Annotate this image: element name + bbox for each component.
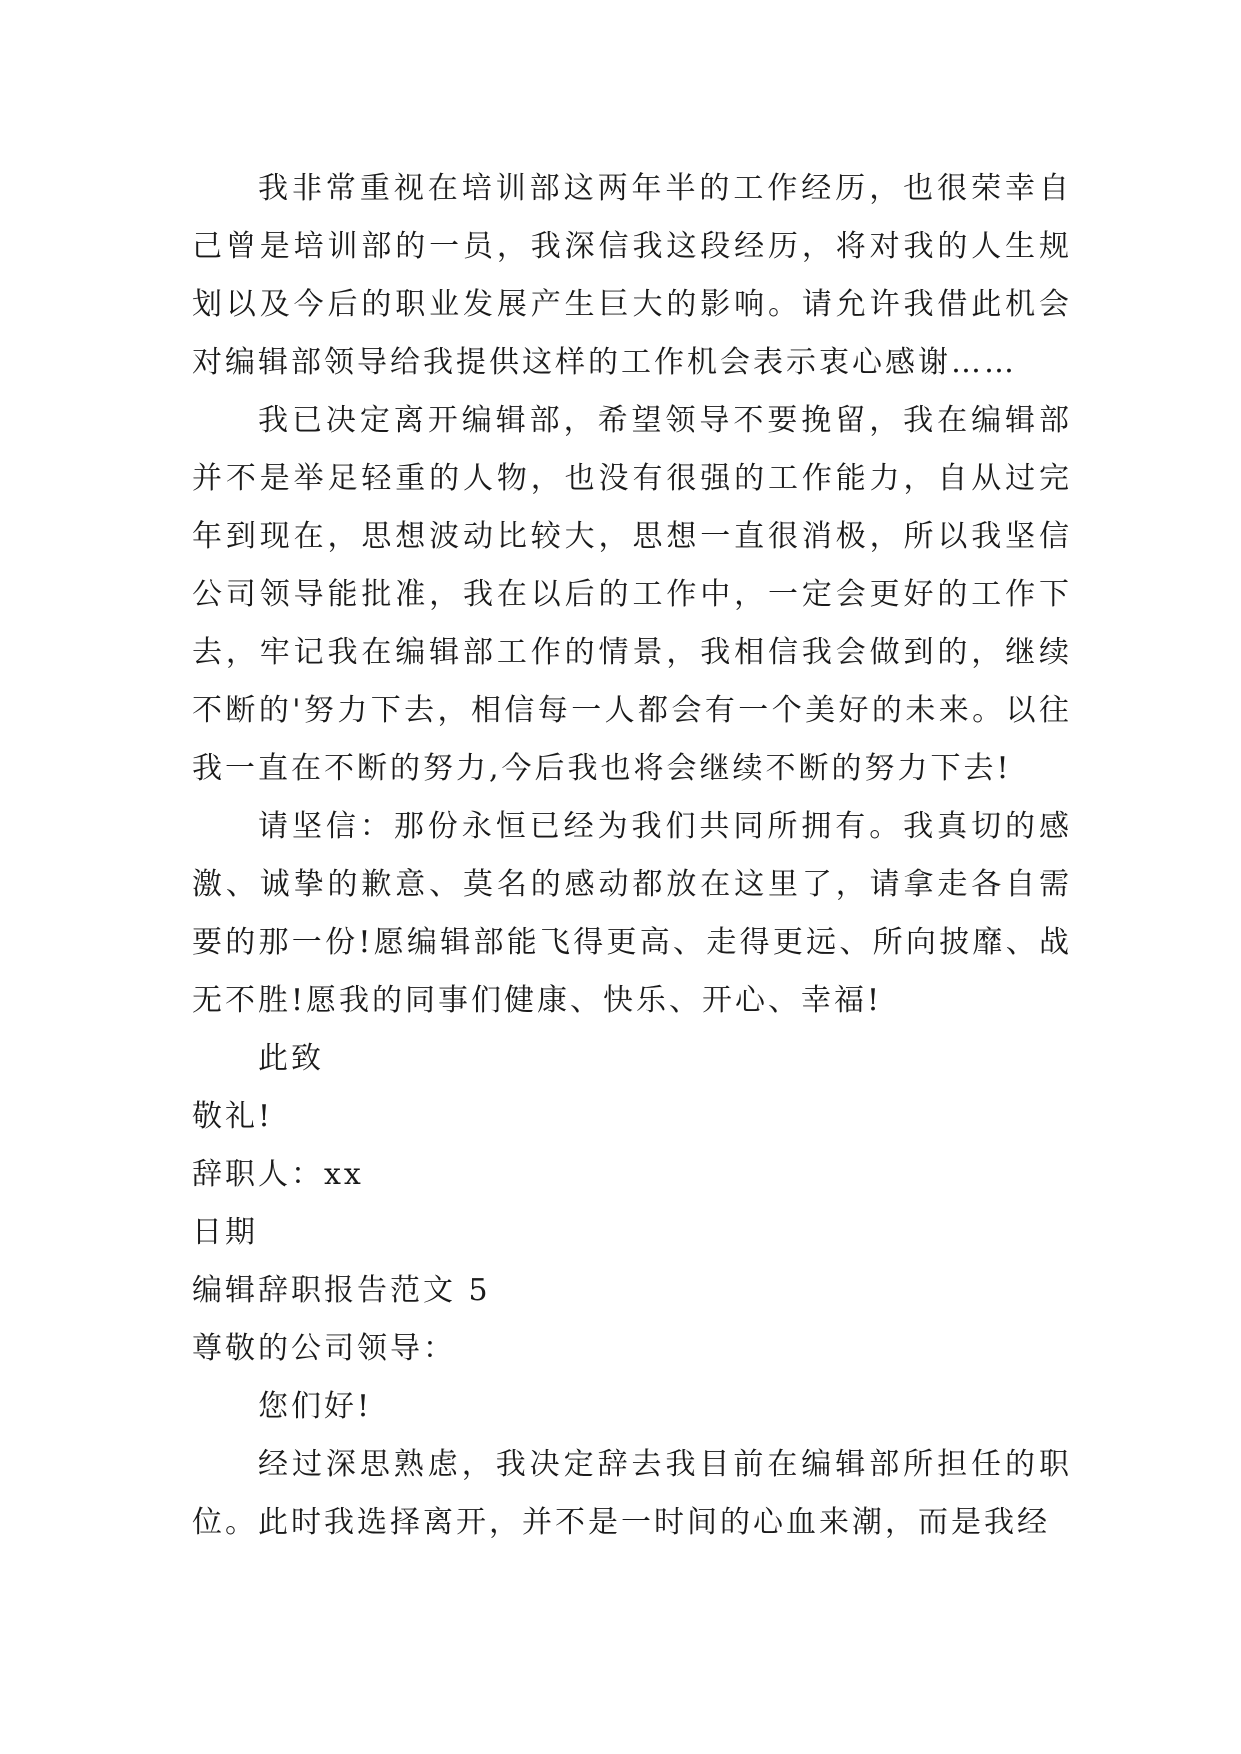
paragraph-resignation-start: 经过深思熟虑，我决定辞去我目前在编辑部所担任的职位。此时我选择离开，并不是一时间的心血来潮，而是我经 <box>192 1447 1072 1540</box>
signer-line: 辞职人：xx <box>192 1157 364 1192</box>
closing-text: 此致 <box>258 1041 324 1076</box>
salute-text: 敬礼! <box>192 1099 274 1134</box>
paragraph-decision: 我已决定离开编辑部，希望领导不要挽留，我在编辑部并不是举足轻重的人物，也没有很强的工作能力，自从过完年到现在，思想波动比较大，思想一直很消极，所以我坚信公司领导能批准，我在以后的工作中，一定会更好的工作下去，牢记我在编辑部工作的情景，我相信我会做到的，继续不断的'努力下去，相信每一人都会有一个美好的未来。以往我一直在不断的努力,今后我也将会继续不断的努力下去! <box>192 403 1072 786</box>
greeting-line: 您们好! <box>258 1389 373 1424</box>
paragraph-wishes: 请坚信：那份永恒已经为我们共同所拥有。我真切的感激、诚挚的歉意、莫名的感动都放在这里了，请拿走各自需要的那一份!愿编辑部能飞得更高、走得更远、所向披靡、战无不胜!愿我的同事们健康、快乐、开心、幸福! <box>192 809 1072 1018</box>
addressee-line: 尊敬的公司领导： <box>192 1331 456 1366</box>
date-line: 日期 <box>192 1215 258 1250</box>
document-body <box>192 160 1072 1552</box>
section-title: 编辑辞职报告范文 5 <box>192 1273 491 1308</box>
paragraph-gratitude: 我非常重视在培训部这两年半的工作经历，也很荣幸自己曾是培训部的一员，我深信我这段经历，将对我的人生规划以及今后的职业发展产生巨大的影响。请允许我借此机会对编辑部领导给我提供这样的工作机会表示衷心感谢…… <box>192 171 1072 380</box>
